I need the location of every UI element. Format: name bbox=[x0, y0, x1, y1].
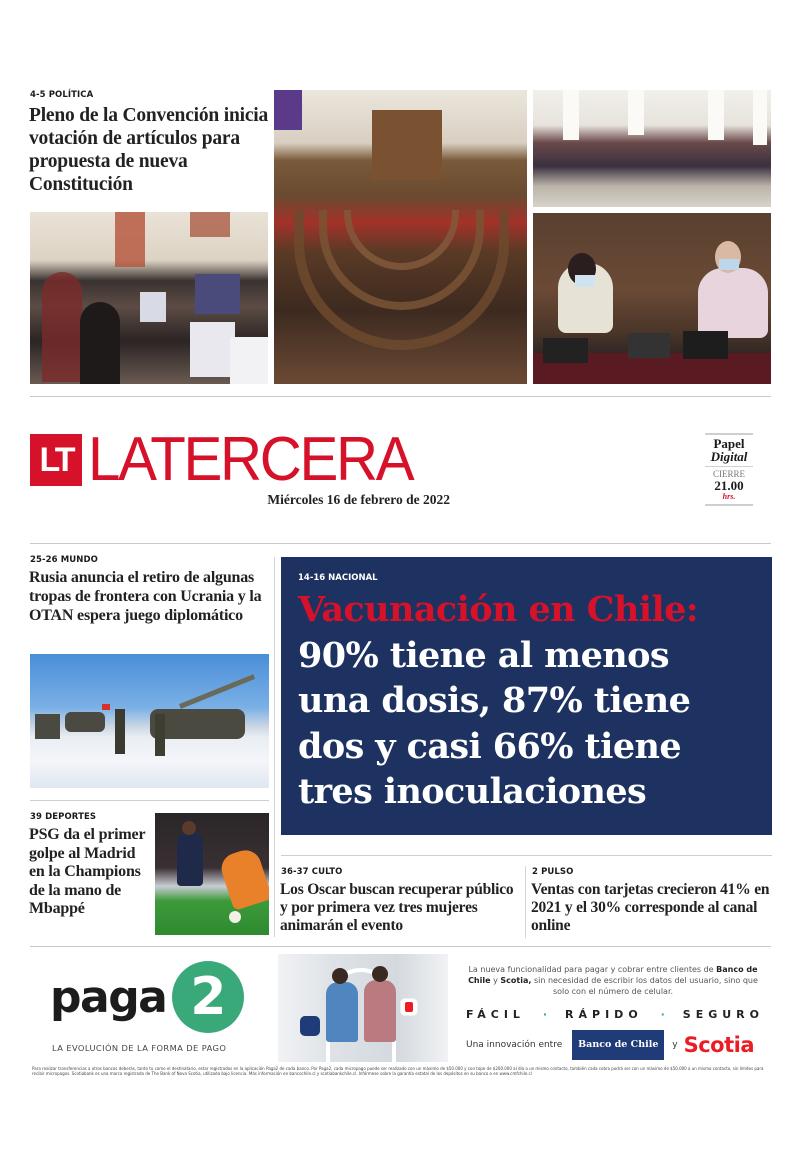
scotia-logo: Scotia bbox=[683, 1033, 755, 1057]
divider-vertical-left bbox=[274, 557, 275, 937]
photo-plenary-hall bbox=[274, 90, 527, 384]
ad-body-text bbox=[460, 964, 766, 997]
lead-headline-red: Vacunación en Chile: bbox=[298, 589, 699, 630]
feature-dot-icon: · bbox=[660, 1008, 665, 1021]
top-story-kicker: 4-5 POLÍTICA bbox=[30, 90, 94, 100]
logo-mark: LT bbox=[30, 434, 82, 486]
pulso-kicker: 2 PULSO bbox=[532, 867, 574, 877]
banco-chile-logo: Banco de Chile bbox=[572, 1030, 664, 1060]
photo-russian-tanks bbox=[30, 654, 269, 788]
masthead-logo[interactable] bbox=[30, 425, 433, 494]
ad-body-bank1: Banco de Chile bbox=[468, 965, 758, 985]
ad-innovation-row bbox=[466, 1030, 754, 1060]
paga-2-circle: 2 bbox=[172, 961, 244, 1033]
ad-banner[interactable] bbox=[30, 952, 771, 1092]
lead-story-box[interactable] bbox=[281, 557, 772, 835]
ad-body-and: y bbox=[493, 976, 498, 985]
ad-body-bank2: Scotia, bbox=[500, 976, 532, 985]
badge-time: 21.00 bbox=[714, 478, 744, 493]
lead-kicker: 14-16 NACIONAL bbox=[298, 573, 378, 583]
ad-photo-two-men bbox=[278, 954, 448, 1062]
ad-body-prefix: La nueva funcionalidad para pagar y cobrar entre clientes de bbox=[468, 965, 714, 974]
divider-masthead bbox=[30, 543, 771, 544]
badge-cierre: CIERRE bbox=[712, 469, 745, 479]
culto-headline[interactable]: Los Oscar buscan recuperar público y por primera vez tres mujeres animarán el evento bbox=[280, 881, 514, 934]
photo-masked-members bbox=[533, 213, 771, 384]
divider-lead-bottom bbox=[281, 855, 772, 856]
mundo-kicker: 25-26 MUNDO bbox=[30, 555, 99, 565]
ad-features bbox=[466, 1008, 764, 1021]
divider-top bbox=[30, 396, 771, 397]
ad-fine-print: Para realizar transferencias a otros bancos deberás, tanto tu como el destinatario, estar registrados en la aplicación Paga2 de cada banco. Por Paga2, cada micropago puede ser realizado con un máximo de $50.000 y con tope de $200.000 al día a un mismo contacto, también cada cobro podrá ser con un máximo de $50.000 a un mismo contacto, sin límites para recibir micropagos. Scotiabank es una marca registrada de The Bank of Nova Scotia, utilizada bajo licencia. Más información en bancochile.cl y scotiabankchile.cl. Infórmese sobre la garantía estatal de los depósitos en su banco o en www.cmfchile.cl bbox=[32, 1066, 764, 1077]
photo-psg-match bbox=[155, 813, 269, 935]
culto-kicker: 36-37 CULTO bbox=[281, 867, 343, 877]
deportes-headline[interactable]: PSG da el primer golpe al Madrid en la Champions de la mano de Mbappé bbox=[29, 826, 146, 917]
feature-dot-icon: · bbox=[542, 1008, 548, 1021]
photo-committee-room bbox=[30, 212, 268, 384]
divider-vertical-right bbox=[525, 866, 526, 938]
lead-headline-white: 90% tiene al menos una dosis, 87% tiene dos y casi 66% tiene tres inoculaciones bbox=[298, 634, 691, 812]
deportes-kicker: 39 DEPORTES bbox=[30, 812, 97, 822]
ad-body-suffix: sin necesidad de escribir los datos del usuario, sino que solo con el número de celular. bbox=[533, 976, 758, 996]
badge-digital: Digital bbox=[705, 450, 753, 467]
innovation-connector: y bbox=[672, 1040, 678, 1050]
badge-papel: Papel bbox=[713, 436, 745, 451]
divider-ad bbox=[30, 946, 771, 947]
papel-digital-badge[interactable] bbox=[705, 433, 753, 506]
top-story-headline[interactable]: Pleno de la Convención inicia votación de artículos para propuesta de nueva Constitución bbox=[29, 105, 269, 195]
badge-unit: hrs. bbox=[722, 492, 736, 501]
feature-seguro: SEGURO bbox=[682, 1008, 764, 1021]
feature-rapido: RÁPIDO bbox=[565, 1008, 643, 1021]
paga2-logo bbox=[50, 962, 244, 1032]
masthead-date: Miércoles 16 de febrero de 2022 bbox=[267, 492, 450, 507]
divider-mundo bbox=[30, 800, 269, 801]
logo-text: LATERCERA bbox=[88, 425, 413, 494]
pulso-headline[interactable]: Ventas con tarjetas crecieron 41% en 2021 y el 30% corresponde al canal online bbox=[531, 881, 770, 934]
paga-wordmark: paga bbox=[50, 971, 167, 1023]
lead-headline bbox=[298, 587, 768, 815]
photo-group-steps bbox=[533, 90, 771, 207]
paga2-tagline: LA EVOLUCIÓN DE LA FORMA DE PAGO bbox=[52, 1043, 227, 1053]
innovation-label: Una innovación entre bbox=[466, 1040, 563, 1050]
mundo-headline[interactable]: Rusia anuncia el retiro de algunas tropas de frontera con Ucrania y la OTAN espera juego diplomático bbox=[29, 569, 262, 624]
feature-facil: FÁCIL bbox=[466, 1008, 525, 1021]
